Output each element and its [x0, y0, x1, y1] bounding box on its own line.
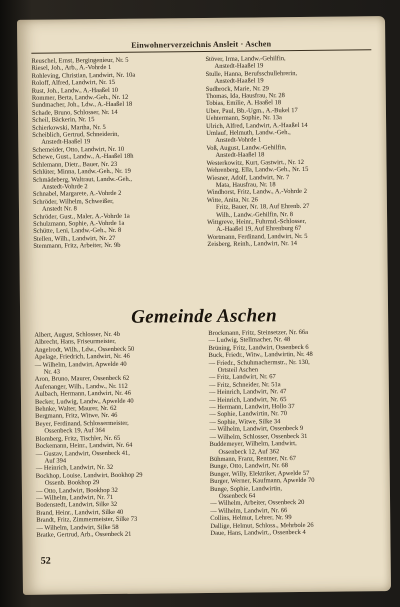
directory-entry: Bergmann, Fritz, Witwe, Nr. 46 — [35, 412, 118, 421]
directory-entry: Uehtermann, Sophie, Nr. 13a — [206, 114, 282, 123]
directory-entry: Brand, Heinr., Landwirt, Silke 40 — [36, 508, 124, 517]
directory-entry: — Wilhelm, Landwirt, Silke 58 — [36, 523, 119, 532]
directory-entry: — Sophie, Landwirtin, Nr. 70 — [209, 410, 288, 419]
directory-entry: Becker, Ludwig, Landw., Apwelde 40 — [34, 397, 134, 406]
directory-entry: Schütte, Leni, Landw.-Geh., Nr. 8 — [33, 227, 122, 236]
directory-entry: Rohleving, Christian, Landwirt, Nr. 10a — [31, 71, 136, 80]
directory-entry: Aufenanger, Wilh., Landw., Nr. 112 — [34, 382, 128, 391]
directory-entry: Rust, Joh., Landw., A.-Haaßel 10 — [31, 86, 119, 95]
directory-entry: Blomberg, Fritz, Tischler, Nr. 65 — [35, 434, 121, 443]
directory-entry: Tobias, Emilie, A. Haaßel 18 — [205, 99, 282, 108]
directory-entry: — Fritz, Landwirt, Nr. 67 — [208, 373, 276, 382]
directory-entry: Schmädeberg, Waltraut, Landw.-Geh., — [32, 175, 133, 184]
directory-entry: Apelage, Friedrich, Landwirt, Nr. 46 — [34, 352, 130, 361]
directory-entry: Uber, Paul, Bb.-Ugm., A.-Bukel 17 — [205, 106, 298, 115]
directory-page — [17, 16, 391, 595]
directory-entry: Angelrodt, Wilh., Ldw., Ossenbeck 50 — [34, 345, 135, 354]
directory-entry: Ulrich, Alfred, Landwirt, A.-Haaßel 14 — [206, 121, 308, 130]
page-header: Einwohnerverzeichnis Ansleit · Aschen — [131, 39, 272, 50]
directory-entry: Burger, Werner, Kaufmann, Apwelde 70 — [209, 476, 315, 486]
directory-entry: Bodenstedt, Landwirt, Silke 32 — [36, 501, 118, 510]
directory-entry: Stemmann, Fritz, Arbeiter, Nr. 9b — [33, 242, 121, 250]
directory-entry: Scheil, Bäckerin, Nr. 15 — [32, 116, 95, 125]
directory-entry: Daue, Hans, Landwirt., Ossenbeck 4 — [210, 528, 306, 537]
directory-entry: Westerkowitz, Kurt, Gastwirt., Nr. 12 — [206, 158, 305, 167]
directory-entry: — Friedr., Schuhmachermstr., Nr. 130, — [208, 358, 310, 367]
directory-entry: Schulzmann, Sophie, A.-Vohrde 1a — [33, 219, 125, 228]
directory-entry: — Ludwig, Stellmacher, Nr. 48 — [208, 336, 291, 345]
directory-entry: Ossenbeck 12, Auf 362 — [218, 447, 280, 456]
directory-entry: Anstedt-Vohrde 2 — [41, 183, 88, 191]
directory-entry: Anstedt-Vohrde 1 — [215, 136, 262, 145]
directory-entry: Aron, Bruno, Maurer, Ossenbeck 62 — [34, 375, 130, 384]
bottom-right-column — [208, 328, 378, 537]
directory-entry: Anstedt-Haaßel 19 — [41, 138, 91, 147]
directory-entry: Buck, Friedr., Witw., Landwirtin, Nr. 48 — [208, 351, 313, 360]
directory-entry: Anstedt-Haaßel 19 — [214, 77, 264, 86]
directory-entry: Bunger, Willy, Elektriker, Apwelde 57 — [209, 469, 310, 478]
directory-entry: Reuschel, Ernst, Bergingenieur, Nr. 5 — [31, 56, 129, 65]
directory-entry: Voß, August, Landw.-Gehilfin, — [206, 144, 287, 152]
directory-entry: Behnke, Walter, Maurer, Nr. 62 — [35, 404, 117, 413]
directory-entry: — Wilhelm, Schlosser, Ossenbeck 31 — [209, 432, 308, 441]
directory-entry: Wortmann, Ferdinand, Landwirt, Nr. 5 — [207, 232, 308, 241]
directory-entry: — Wilhelm, Arbeiter, Ossenbeck 20 — [210, 499, 305, 508]
directory-entry: Stöver, Irma, Landw.-Gehilfin, — [205, 55, 286, 63]
directory-entry: Stellen, Wilh., Landwirt, Nr. 27 — [33, 234, 116, 243]
directory-entry: Schlemann, Dietr., Bauer, Nr. 23 — [32, 160, 118, 169]
directory-entry: Schlüter, Minna, Landw.-Geh., Nr. 19 — [32, 167, 131, 176]
directory-entry: Ossenb. Bookhop 29 — [44, 479, 100, 487]
top-right-column — [205, 54, 375, 248]
directory-entry: Windhorst, Fritz, Landw., A.-Vohrde 2 — [206, 188, 307, 197]
directory-entry: Bockemann, Heinr., Landwirt, Nr. 64 — [35, 441, 133, 450]
directory-entry: — Hermann, Landwirt, Hollo 37 — [209, 403, 295, 412]
directory-entry: Riesel, Joh., Arb., A.-Vohrde 1 — [31, 64, 112, 73]
top-left-column — [31, 56, 193, 250]
directory-entry: A.-Haaßel 19, Auf Ehrenburg 67 — [216, 225, 302, 234]
directory-entry: Roloff, Alfred, Landwirt, Nr. 15 — [31, 79, 115, 88]
directory-entry: Collins, Helmut, Lehrer, Nr. 99 — [210, 514, 292, 523]
directory-entry: Bühmann, Franz, Rentner, Nr. 67 — [209, 454, 297, 463]
directory-entry: — Wilhelm, Landwirt, Apwelde 40 — [34, 360, 127, 369]
section-title: Gemeinde Aschen — [131, 305, 278, 328]
directory-entry: Bratke, Gertrud, Arb., Ossenbeck 21 — [36, 530, 132, 539]
directory-entry: Brandt, Fritz, Zimmermeister, Silke 73 — [36, 515, 138, 524]
directory-entry: Umlauf, Helmuth, Landw.-Geh., — [206, 129, 291, 138]
bottom-left-column — [34, 330, 196, 539]
directory-entry: Brüning, Fritz, Landwirt, Ossenbeck 6 — [208, 343, 309, 352]
directory-entry: Wehrenberg, Ella, Landw.-Geh., Nr. 15 — [206, 165, 309, 175]
directory-entry: Buddemeyer, Wilhelm, Landwirt, — [209, 440, 297, 449]
directory-entry: Rommer, Berta, Landw.-Geh., Nr. 12 — [31, 93, 129, 102]
directory-entry: — Wilhelm, Landwirt, Nr. 71 — [35, 493, 114, 502]
directory-entry: Beyer, Ferdinand, Schlossermeister, — [35, 419, 129, 428]
directory-entry: Ossenbeck 64 — [218, 492, 256, 500]
directory-entry: Anstedt Nr. 8 — [41, 205, 77, 213]
directory-entry: — Sophie, Witwe, Silke 34 — [209, 418, 281, 426]
directory-entry: Aulbach, Hermann, Landwirt, Nr. 46 — [34, 390, 131, 399]
directory-entry: Schnabel, Margarete, A.-Vohrde 2 — [32, 190, 122, 199]
directory-entry: Schewe, Gust., Landw., A.-Haaßel 18h — [32, 153, 134, 162]
directory-entry: Bockhop, Louise, Landwirt, Bookhop 29 — [35, 471, 143, 480]
directory-entry: — Heinrich, Landwirt, Nr. 47 — [208, 388, 287, 397]
directory-entry: — Heinrich, Landwirt, Nr. 32 — [35, 464, 114, 473]
directory-entry: Sundmacher, Joh., Ldw., A.-Haaßel 18 — [31, 101, 133, 110]
directory-entry: Wilh., Landw.-Gehilfin, Nr. 8 — [216, 210, 294, 219]
directory-entry: Schröder, Gust., Maler, A.-Vohrde 1a — [33, 212, 130, 221]
directory-entry: Ortsteil Aschen — [217, 366, 258, 374]
directory-entry: Sudbrock, Marie, Nr. 29 — [205, 84, 269, 93]
directory-entry: Nr. 43 — [43, 368, 60, 376]
directory-entry: Wiesner, Adolf, Landwirt, Nr. 7 — [206, 173, 290, 182]
directory-entry: Scheiblich, Gertrud, Schneiderin, — [32, 130, 120, 139]
directory-entry: Albrecht, Hans, Friseurmeister, — [34, 338, 116, 347]
directory-entry: Schröder, Wilhelm, Schweißer, — [32, 197, 114, 206]
directory-entry: Schemeider, Otto, Landwirt, Nr. 10 — [32, 145, 125, 154]
directory-entry: Schierkowski, Martha, Nr. 5 — [32, 123, 106, 132]
directory-entry: Brockmann, Fritz, Steinsetzer, Nr. 66a — [208, 328, 309, 337]
directory-entry: Ossenbeck 19, Auf 364 — [44, 427, 106, 435]
directory-entry: Auf 394 — [44, 457, 67, 465]
directory-entry: — Gustav, Landwirt, Ossenbeck 41, — [35, 449, 130, 458]
directory-entry: — Wilhelm, Landwirt, Ossenbeck 9 — [209, 425, 304, 434]
page-number: 52 — [40, 555, 51, 567]
directory-entry: Albert, August, Schlosser, Nr. 4b — [34, 330, 121, 339]
directory-entry: Wittgreve, Heinr., Fuhrmd.-Schlosser, — [207, 217, 307, 226]
directory-entry: Thomas, Ida, Hausfrau, Nr. 28 — [205, 92, 285, 101]
directory-entry: Mata, Hausfrau, Nr. 18 — [215, 181, 276, 189]
directory-entry: Anstedt-Haaßel 18 — [215, 151, 265, 160]
directory-entry: — Wilhelm, Landwirt, Nr. 66 — [210, 506, 288, 515]
directory-entry: Anstedt-Haaßel 19 — [214, 62, 264, 71]
directory-entry: — Fritz, Schneider, Nr. 51a — [208, 381, 281, 389]
directory-entry: Bunge, Sophie, Landwirtin, — [209, 484, 283, 493]
directory-entry: Bunge, Otto, Landwirt, Nr. 68 — [209, 462, 289, 471]
directory-entry: Zeisberg, Reinh., Landwirt, Nr. 14 — [207, 240, 298, 249]
directory-entry: Fritz, Bauer, Nr. 18, Auf Ehrenb. 27 — [215, 203, 310, 211]
directory-entry: — Heinrich, Landwirt, Nr. 65 — [208, 395, 287, 404]
directory-entry: Dallige, Helmut, Schloss., Mehrbole 26 — [210, 521, 314, 530]
directory-entry: Stulle, Hanna, Berufsschullehrerin, — [205, 69, 298, 78]
directory-entry: Witte, Anita, Nr. 26 — [206, 196, 258, 204]
directory-entry: Schade, Bruno, Schlosser, Nr. 14 — [31, 108, 118, 117]
directory-entry: — Otto, Landwirt, Bookhop 32 — [35, 486, 118, 495]
